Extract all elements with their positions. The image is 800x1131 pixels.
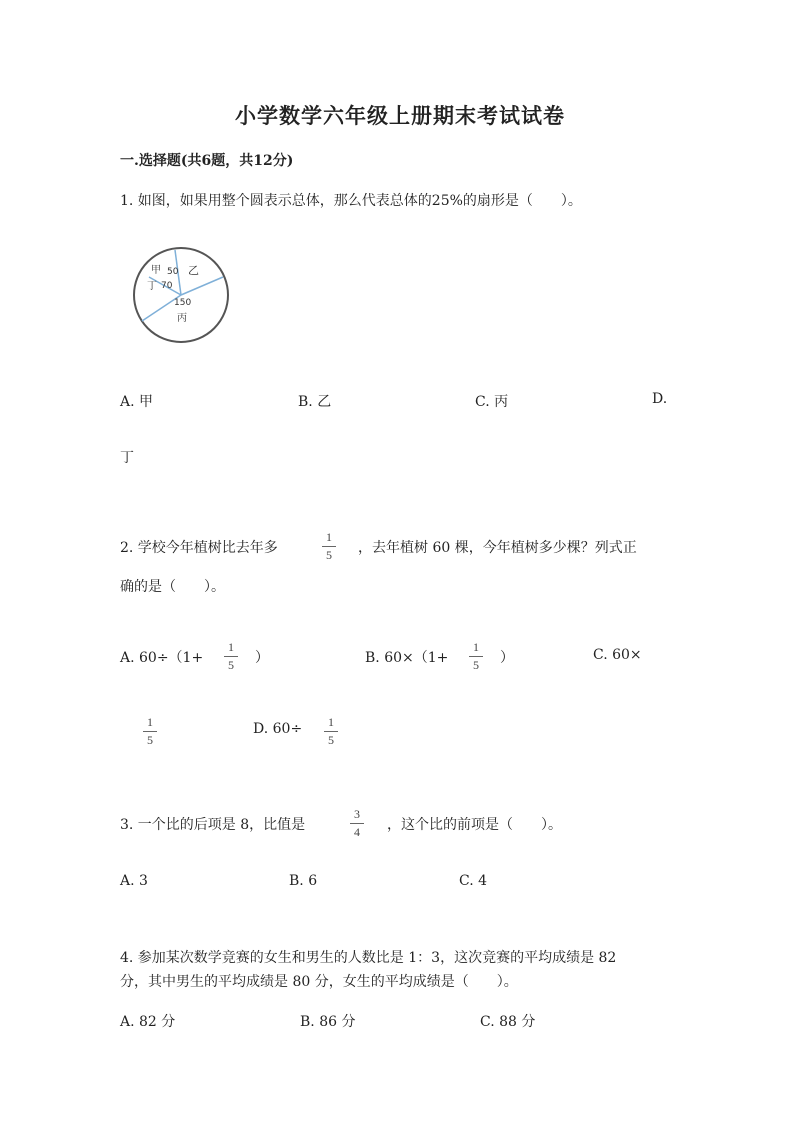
q2-option-b-close: ） [500, 650, 514, 666]
q2-option-c-text: C. 60× [593, 647, 642, 663]
question-2-text-end: ，去年植树 60 棵，今年植树多少棵？列式正 [358, 540, 637, 556]
sector-angle-jia: 50 [167, 267, 179, 277]
sector-label-ding: 丁 [147, 281, 157, 292]
q3-option-c[interactable]: C. 4 [459, 873, 488, 889]
q2-option-d-fraction: 1 5 [321, 716, 341, 747]
sector-label-yi: 乙 [188, 264, 199, 277]
q2-option-a-text: A. 60÷（1+ [120, 650, 204, 666]
q4-option-a[interactable]: A. 82 分 [120, 1014, 176, 1030]
question-3-text-start: 3. 一个比的后项是 8，比值是 [120, 817, 306, 833]
question-3-text-end: ，这个比的前项是（ ）。 [387, 817, 562, 833]
q2-option-a-fraction: 1 5 [221, 641, 241, 672]
q2-option-d-text: D. 60÷ [253, 721, 303, 737]
sector-label-jia: 甲 [151, 265, 161, 276]
q1-option-d-text: 丁 [120, 450, 134, 466]
q2-option-a-close: ） [255, 650, 269, 666]
question-4-line1: 4. 参加某次数学竞赛的女生和男生的人数比是 1：3，这次竞赛的平均成绩是 82 [120, 950, 617, 966]
q1-option-a[interactable]: A. 甲 [120, 394, 154, 410]
q4-option-b[interactable]: B. 86 分 [300, 1014, 356, 1030]
sector-angle-bing: 150 [174, 298, 192, 308]
sector-chart [125, 245, 237, 345]
q3-fraction: 3 4 [347, 808, 367, 839]
q2-option-c-fraction: 1 5 [140, 716, 160, 747]
question-2-text-line2: 确的是（ ）。 [120, 579, 225, 595]
question-4-line2: 分，其中男生的平均成绩是 80 分，女生的平均成绩是（ ）。 [120, 974, 518, 990]
section-heading: 一.选择题(共6题，共12分) [120, 153, 294, 169]
question-2-text-start: 2. 学校今年植树比去年多 [120, 540, 278, 556]
question-1-text: 1. 如图，如果用整个圆表示总体，那么代表总体的25%的扇形是（ ）。 [120, 193, 582, 209]
q1-option-b[interactable]: B. 乙 [298, 394, 332, 410]
q3-option-a[interactable]: A. 3 [120, 873, 148, 889]
sector-angle-ding: 70 [161, 281, 173, 291]
q2-option-b-fraction: 1 5 [466, 641, 486, 672]
q4-option-c[interactable]: C. 88 分 [480, 1014, 536, 1030]
q2-fraction: 1 5 [319, 531, 339, 562]
q2-option-b-text: B. 60×（1+ [365, 650, 449, 666]
q1-option-d[interactable]: D. [652, 391, 668, 407]
q3-option-b[interactable]: B. 6 [289, 873, 318, 889]
sector-label-bing: 丙 [177, 313, 187, 324]
page-title: 小学数学六年级上册期末考试试卷 [235, 103, 565, 128]
q1-option-c[interactable]: C. 丙 [475, 394, 509, 410]
